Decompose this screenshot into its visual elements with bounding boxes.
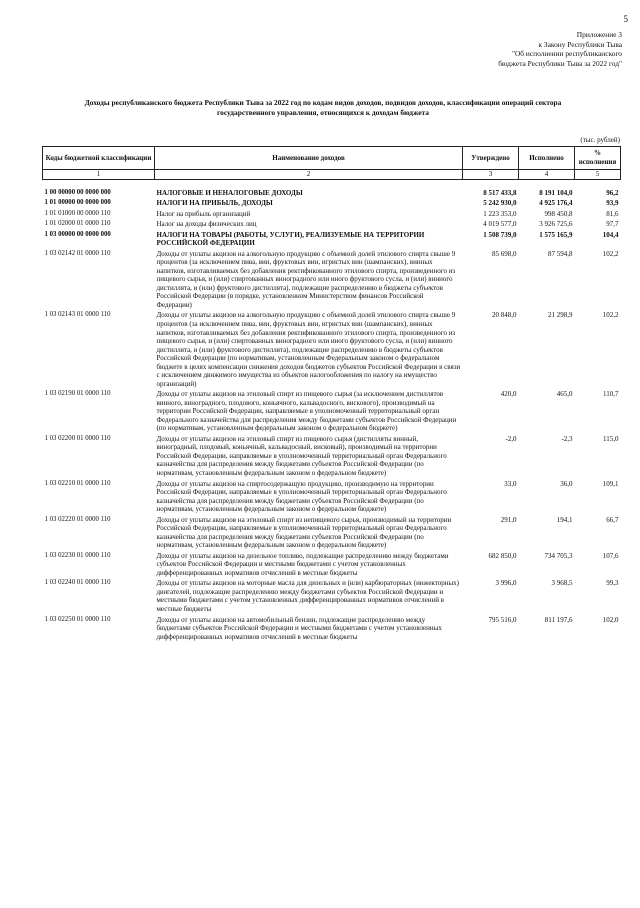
row-executed: 8 191 104,0 [539, 188, 573, 197]
header-approved: Утверждено [463, 147, 519, 170]
header-row [43, 147, 621, 170]
row-executed: 465,0 [556, 390, 573, 399]
row-percent: 104,4 [602, 230, 619, 239]
row-approved: 291,0 [500, 515, 517, 524]
row-code: 1 03 00000 00 0000 000 [44, 230, 111, 238]
appendix-line: Приложение 3 [576, 30, 622, 39]
row-approved: 1 223 353,0 [483, 209, 517, 218]
row-approved: 8 517 433,8 [483, 188, 517, 197]
row-approved: 5 242 930,0 [483, 199, 517, 208]
units-label: (тыс. рублей) [580, 136, 620, 144]
row-approved: 4 019 577,0 [483, 220, 517, 229]
row-executed: 998 450,8 [544, 209, 573, 218]
row-code: 1 03 02250 01 0000 110 [44, 615, 111, 623]
row-code: 1 01 00000 00 0000 000 [44, 199, 111, 207]
row-executed: 811 197,6 [544, 615, 573, 624]
row-name: НАЛОГИ НА ТОВАРЫ (РАБОТЫ, УСЛУГИ), РЕАЛИЗУЕМЫЕ НА ТЕРРИТОРИИ РОССИЙСКОЙ ФЕДЕРАЦИИ [156, 230, 425, 248]
column-number: 5 [575, 170, 621, 180]
row-code: 1 03 02190 01 0000 110 [44, 390, 111, 398]
table-row [43, 515, 621, 551]
row-approved: 795 516,0 [488, 615, 517, 624]
row-code: 1 01 02000 01 0000 110 [44, 220, 111, 228]
table-row [43, 219, 621, 230]
row-executed: -2,3 [561, 434, 573, 443]
row-approved: 3 996,0 [495, 579, 517, 588]
row-code: 1 03 02142 01 0000 110 [44, 249, 111, 257]
row-approved: 20 848,0 [492, 311, 517, 320]
row-approved: 420,0 [500, 390, 517, 399]
row-percent: 97,7 [606, 220, 619, 229]
appendix-line: "Об исполнении республиканского [511, 49, 622, 59]
header-code: Коды бюджетной классификации [43, 147, 155, 170]
table-row [43, 230, 621, 249]
row-name: Доходы от уплаты акцизов на спиртосодержащую продукцию, производимую на территории Российской Федерации, направляемые в уполномоченный территориальный орган Федерального казначейства для распределения между бюджетами субъектов Российской Федерации (по нормативам, установленным федеральным законом о федеральном бюджете) [156, 479, 447, 514]
document-title [30, 98, 616, 117]
header-executed: Исполнено [519, 147, 575, 170]
row-executed: 21 298,9 [548, 311, 573, 320]
table-row [43, 434, 621, 479]
row-code: 1 03 02230 01 0000 110 [44, 551, 111, 559]
table-row [43, 198, 621, 209]
row-approved: 682 850,0 [488, 551, 517, 560]
table-row [43, 188, 621, 199]
row-name: Доходы от уплаты акцизов на алкогольную продукцию с объемной долей этилового спирта свыше 9 процентов (за исключением пива, вин, фруктовых вин, игристых вин (шампанских), винных напитков, изготавливаемых без добавления ректификованного этилового спирта, произведенного из пищевого сырья, и (или) спиртованных виноградного или иного фруктового сусла, и (или) винного дистиллята, и (или) фруктового дистиллята), подлежащие распределению в бюджеты субъектов Российской Федерации (в порядке, установленном Министерством финансов Российской Федерации) [156, 249, 456, 309]
row-percent: 102,0 [602, 615, 619, 624]
row-approved: -2,0 [505, 434, 517, 443]
row-name: Доходы от уплаты акцизов на этиловый спирт из непищевого сырья, производимый на территории Российской Федерации, направляемые в уполномоченный территориальный орган Федерального казначейства для распределения между бюджетами субъектов Российской Федерации (по нормативам, установленным федеральным законом о федеральном бюджете) [156, 515, 452, 550]
row-approved: 85 698,0 [492, 249, 517, 258]
row-approved: 33,0 [504, 479, 517, 488]
row-executed: 36,0 [560, 479, 573, 488]
row-code: 1 01 01000 00 0000 110 [44, 209, 111, 217]
column-number: 4 [519, 170, 575, 180]
row-percent: 102,2 [602, 311, 619, 320]
row-executed: 4 925 176,4 [539, 199, 573, 208]
page-number: 5 [623, 14, 628, 24]
column-numbers-row [43, 170, 621, 180]
row-percent: 81,6 [606, 209, 619, 218]
table-row [43, 209, 621, 220]
row-code: 1 03 02210 01 0000 110 [44, 479, 111, 487]
row-percent: 110,7 [603, 390, 619, 399]
title-line: Доходы республиканского бюджета Республики Тыва за 2022 год по кодам видов доходов, подвидов доходов, классификации операций сектора [84, 98, 562, 107]
row-name: Доходы от уплаты акцизов на автомобильный бензин, подлежащие распределению между бюджетами субъектов Российской Федерации и местными бюджетами с учетом установленных дифференцированных нормативов отчислений в местные бюджеты [156, 615, 442, 641]
row-executed: 87 594,8 [548, 249, 573, 258]
row-code: 1 03 02220 01 0000 110 [44, 515, 111, 523]
header-percent: % исполнения [575, 147, 621, 170]
title-line: государственного управления, относящихся к доходам бюджета [217, 107, 429, 117]
row-executed: 3 968,5 [551, 579, 573, 588]
row-percent: 109,1 [602, 479, 619, 488]
row-executed: 1 575 165,9 [539, 230, 573, 239]
row-executed: 194,1 [556, 515, 573, 524]
row-percent: 107,6 [602, 551, 619, 560]
column-number: 2 [155, 170, 463, 180]
column-number: 3 [463, 170, 519, 180]
row-code: 1 03 02200 01 0000 110 [44, 434, 111, 442]
row-code: 1 03 02143 01 0000 110 [44, 311, 111, 319]
appendix-line: к Закону Республики Тыва [538, 39, 622, 49]
row-code: 1 03 02240 01 0000 110 [44, 579, 111, 587]
table-row [43, 551, 621, 579]
row-name: Налог на доходы физических лиц [156, 220, 257, 229]
row-percent: 99,3 [606, 579, 619, 588]
table-row [43, 479, 621, 515]
row-name: Доходы от уплаты акцизов на алкогольную продукцию с объемной долей этилового спирта свыше 9 процентов (за исключением пива, вин, фруктовых вин, игристых вин (шампанских), винных напитков, изготавливаемых без добавления ректификованного этилового спирта, произведенного из пищевого сырья, и (или) спиртованных виноградного или иного фруктового сусла, и (или) винного дистиллята, и (или) фруктового дистиллята), подлежащие распределению в бюджеты субъектов Российской Федерации (по нормативам, установленным Федеральным законом о федеральном бюджете в целях компенсации снижения доходов бюджетов субъектов Российской Федерации в связи с исключением движимого имущества из объектов налогообложения по налогу на имущество организаций) [156, 311, 461, 388]
appendix-line: бюджета Республики Тыва за 2022 год" [498, 58, 622, 68]
row-name: Доходы от уплаты акцизов на этиловый спирт из пищевого сырья (за исключением дистиллятов винного, виноградного, плодового, коньячного, кальвадосного, вискового), производимый на территории Российской Федерации, направляемые в уполномоченный территориальный орган Федерального казначейства для распределения между бюджетами субъектов Российской Федерации (по нормативам, установленным федеральным законом о федеральном бюджете) [156, 390, 457, 433]
row-percent: 93,9 [606, 199, 619, 208]
row-percent: 115,0 [603, 434, 619, 443]
row-percent: 66,7 [606, 515, 619, 524]
appendix-header [432, 30, 622, 69]
row-code: 1 00 00000 00 0000 000 [44, 188, 111, 196]
table-row [43, 578, 621, 614]
table-row [43, 389, 621, 434]
revenue-table [42, 146, 621, 642]
column-number: 1 [43, 170, 155, 180]
row-approved: 1 508 739,0 [483, 230, 517, 239]
row-name: Доходы от уплаты акцизов на моторные масла для дизельных и (или) карбюраторных (инжекторных) двигателей, подлежащие распределению между бюджетами субъектов Российской Федерации и местными бюджетами с учетом установленных дифференцированных нормативов отчислений в местные бюджеты [156, 579, 459, 613]
row-percent: 96,2 [606, 188, 619, 197]
row-percent: 102,2 [602, 249, 619, 258]
table-row [43, 310, 621, 389]
row-executed: 3 926 725,6 [539, 220, 573, 229]
row-name: Налог на прибыль организаций [156, 209, 251, 218]
row-executed: 734 705,3 [544, 551, 573, 560]
table-row [43, 615, 621, 643]
row-name: НАЛОГИ НА ПРИБЫЛЬ, ДОХОДЫ [156, 199, 273, 208]
row-name: Доходы от уплаты акцизов на этиловый спирт из пищевого сырья (дистилляты винный, виноградный, плодовый, коньячный, кальвадосный, висковый), производимый на территории Российской Федерации, направляемые в уполномоченный территориальный орган Федерального казначейства для распределения между бюджетами субъектов Российской Федерации (по нормативам, установленным федеральным законом о федеральном бюджете) [156, 434, 447, 477]
row-name: Доходы от уплаты акцизов на дизельное топливо, подлежащие распределению между бюджетами субъектов Российской Федерации и местными бюджетами с учетом установленных дифференцированных нормативов отчислений в местные бюджеты [156, 551, 449, 577]
table-row [43, 249, 621, 311]
table-body [43, 179, 621, 642]
header-name: Наименование доходов [155, 147, 463, 170]
row-name: НАЛОГОВЫЕ И НЕНАЛОГОВЫЕ ДОХОДЫ [156, 188, 303, 197]
